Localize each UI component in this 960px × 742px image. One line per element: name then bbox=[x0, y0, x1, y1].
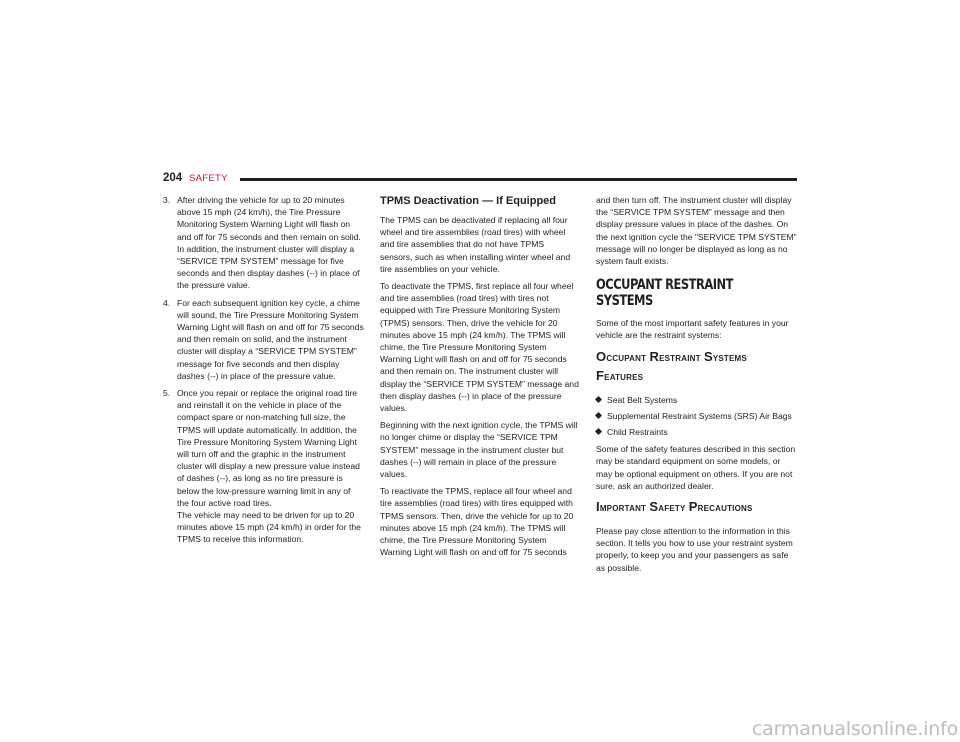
column-left bbox=[163, 194, 364, 551]
intro-paragraph: Some of the most important safety features in your vehicle are the restraint systems: bbox=[596, 318, 789, 341]
bullet-icon bbox=[595, 396, 602, 403]
features-heading: Occupant Restraint Systems Features bbox=[596, 348, 747, 383]
precautions-paragraph: Please pay close attention to the information in this section. It tells you how to use your restraint system properly, to keep you and your passengers as safe as possible. bbox=[596, 526, 793, 573]
bullet-icon bbox=[595, 428, 602, 435]
step-text: Once you repair or replace the original road tire and reinstall it on the vehicle in place of the compact spare or non-matching full size, the TPMS will update automatically. In addition, the Tire Pressure Monitoring System Warning Light will turn off and the graphic in the instrument cluster will display a new pressure value instead of dashes (--), as long as no tire pressure is below the low-pressure warning limit in any of the four active road tires. bbox=[177, 388, 360, 508]
steps-list bbox=[163, 194, 364, 546]
list-item: Child Restraints bbox=[596, 426, 797, 438]
step-number: 4. bbox=[163, 297, 171, 308]
step-number: 5. bbox=[163, 388, 171, 399]
precautions-heading: Important Safety Precautions bbox=[596, 499, 753, 515]
features-note: Some of the safety features described in this section may be standard equipment on some models, or may be optional equipment on others. If you are not sure, ask an authorized dealer. bbox=[596, 444, 796, 491]
step-item bbox=[163, 387, 364, 546]
bullet-icon bbox=[595, 412, 602, 419]
step-item bbox=[163, 194, 364, 292]
step-text: After driving the vehicle for up to 20 minutes above 15 mph (24 km/h), the Tire Pressure Monitoring System Warning Light will flash on and off for 75 seconds and then remain on solid. In addition, the instrument cluster will display a “SERVICE TPM SYSTEM” message for five seconds and then display dashes (--) in place of the pressure value. bbox=[177, 195, 361, 291]
step-subtext: The vehicle may need to be driven for up to 20 minutes above 15 mph (24 km/h) in order for the TPMS to receive this information. bbox=[177, 510, 361, 545]
list-item: Seat Belt Systems bbox=[596, 394, 797, 406]
watermark: carmanualsonline.info bbox=[751, 718, 958, 740]
header-rule bbox=[240, 178, 797, 181]
section-name: SAFETY bbox=[189, 173, 228, 184]
list-item: Supplemental Restraint Systems (SRS) Air Bags bbox=[596, 410, 797, 422]
column-middle bbox=[380, 194, 579, 563]
page-number: 204 bbox=[163, 172, 183, 184]
paragraph: To deactivate the TPMS, first replace all four wheel and tire assemblies (road tires) with tires not equipped with Tire Pressure Monitoring System (TPMS) sensors. Then, drive the vehicle for 20 minutes above 15 mph (24 km/h). The TPMS will chime, the Tire Pressure Monitoring System Warning Light will flash on and off for 75 seconds and then remain on. The instrument cluster will display the “SERVICE TPM SYSTEM” message and then display dashes (--) in place of the pressure values. bbox=[380, 281, 579, 414]
paragraph: Beginning with the next ignition cycle, the TPMS will no longer chime or display the “SERVICE TPM SYSTEM” message in the instrument cluster but dashes (--) will remain in place of the pressure values. bbox=[380, 420, 578, 480]
step-number: 3. bbox=[163, 195, 171, 205]
step-text: For each subsequent ignition key cycle, a chime will sound, the Tire Pressure Monitoring System Warning Light will flash on and off for 75 seconds and then remain on solid, and the instrument cluster will display a “SERVICE TPM SYSTEM” message for five seconds and then display dashes (--) in place of the pressure value. bbox=[177, 297, 364, 381]
paragraph-continuation: and then turn off. The instrument cluster will display the “SERVICE TPM SYSTEM” message and then display pressure values in place of the dashes. On the next ignition cycle the "SERVICE TPM SYSTEM" message will no longer be displayed as long as no system fault exists. bbox=[596, 195, 797, 267]
page-header bbox=[163, 172, 797, 186]
step-item bbox=[163, 297, 364, 382]
section-title: OCCUPANT RESTRAINT SYSTEMS bbox=[596, 277, 733, 310]
column-right bbox=[596, 194, 797, 579]
paragraph: To reactivate the TPMS, replace all four wheel and tire assemblies (road tires) with tires equipped with TPMS sensors. Then, drive the vehicle for up to 20 minutes above 15 mph (24 km/h). The TPMS will chime, the Tire Pressure Monitoring System Warning Light will flash on and off for 75 seconds bbox=[380, 486, 574, 558]
tpms-deactivation-heading: TPMS Deactivation — If Equipped bbox=[380, 195, 557, 207]
features-list bbox=[596, 394, 797, 439]
paragraph: The TPMS can be deactivated if replacing all four wheel and tire assemblies (road tires) with wheel and tire assemblies that do not have TPMS sensors, such as when installing winter wheel and tire assemblies on your vehicle. bbox=[380, 215, 571, 274]
